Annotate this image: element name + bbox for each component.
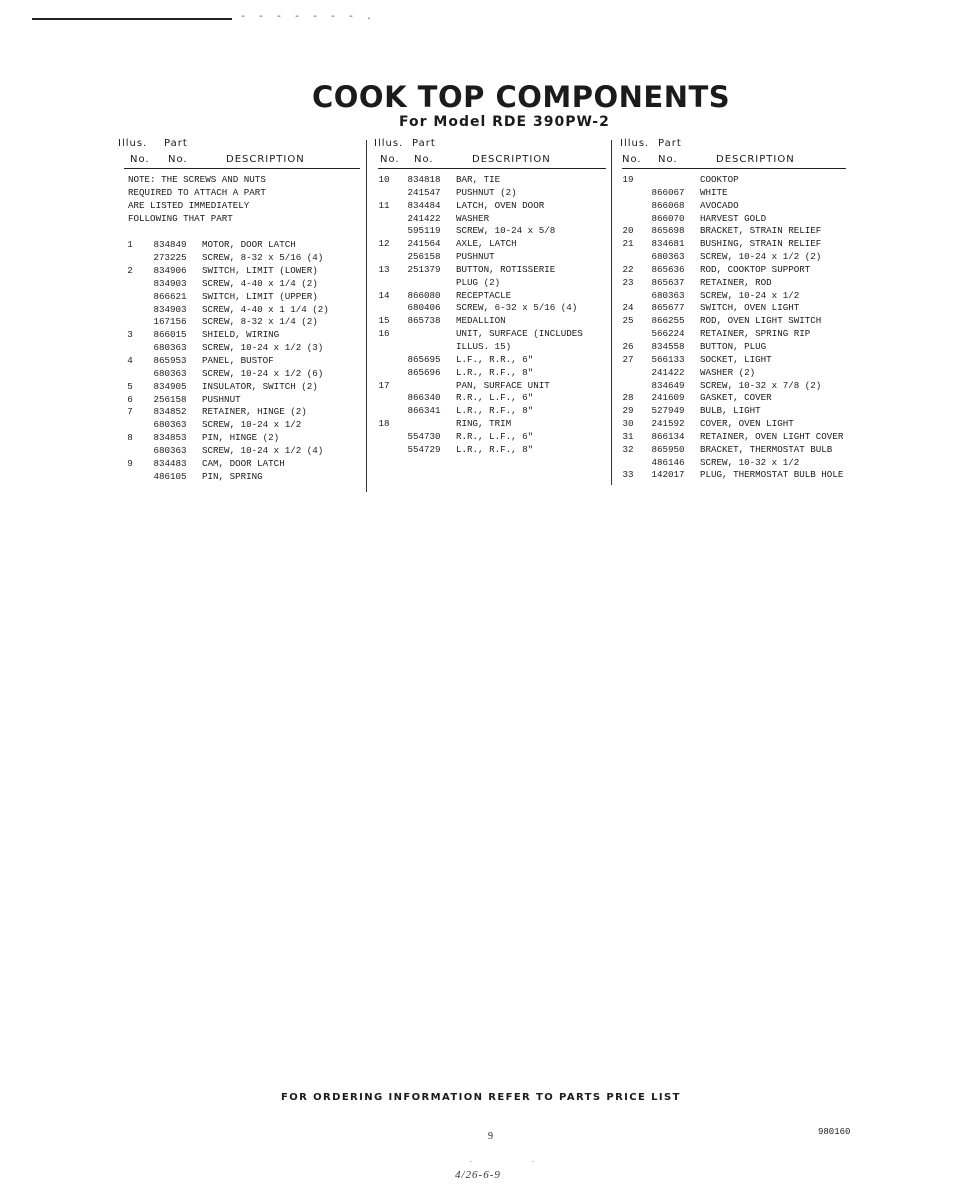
part-description: PANEL, BUSTOF [202,354,274,366]
part-number: 680363 [651,251,685,263]
part-number: 834905 [153,380,187,392]
part-description: SWITCH, OVEN LIGHT [700,302,800,314]
header-marks: - - - - - - - . [240,12,376,23]
illus-number: 5 [127,380,133,392]
part-no-header: No. [168,154,188,165]
part-row [372,302,612,315]
part-row [118,329,364,342]
part-row [616,392,886,405]
part-number: 866070 [651,212,685,224]
part-description: BULB, LIGHT [700,405,761,417]
part-row [372,341,612,354]
bottom-code: 4/26-6-9 [455,1169,501,1181]
part-description: WASHER (2) [700,366,756,378]
parts-column-1 [118,138,364,483]
part-number: 865637 [651,276,685,288]
part-row [616,341,886,354]
note-line: REQUIRED TO ATTACH A PART [128,186,266,198]
part-row [118,304,364,317]
part-description: RING, TRIM [456,418,512,430]
illus-number: 2 [127,265,133,277]
part-description: PUSHNUT [202,393,241,405]
part-number: 834558 [651,340,685,352]
part-description: SCREW, 10-24 x 5/8 [456,225,556,237]
part-description: GASKET, COVER [700,392,772,404]
part-description: ILLUS. 15) [456,340,512,352]
part-row [616,238,886,251]
illus-no-header: No. [380,154,400,165]
part-row [118,394,364,407]
top-rule [32,18,232,20]
parts-list [118,239,364,483]
illus-number: 18 [378,418,390,430]
part-description: SCREW, 10-24 x 1/2 (4) [202,444,324,456]
illus-number: 7 [127,406,133,418]
part-row [616,251,886,264]
part-row [118,291,364,304]
illus-no-header: No. [622,154,642,165]
part-row [372,354,612,367]
part-description: PUSHNUT [456,251,495,263]
part-row [372,418,612,431]
part-row [372,380,612,393]
part-description: SCREW, 10-24 x 1/2 [700,289,800,301]
part-description: AVOCADO [700,199,739,211]
part-number: 865698 [651,225,685,237]
part-row [118,342,364,355]
parts-list [616,174,886,482]
part-row [372,213,612,226]
illus-number: 6 [127,393,133,405]
part-number: 865953 [153,354,187,366]
part-number: 834818 [407,174,441,185]
illus-number: 24 [622,302,634,314]
part-description: L.R., R.F., 8" [456,405,534,417]
part-number: 834484 [407,199,441,211]
part-row [118,265,364,278]
part-number: 251379 [407,263,441,275]
part-number: 866255 [651,315,685,327]
illus-number: 13 [378,263,390,275]
illus-number: 21 [622,238,634,250]
part-row [616,405,886,418]
illus-number: 31 [622,430,634,442]
illus-header: Illus. [118,138,148,149]
part-row [372,444,612,457]
part-number: 256158 [153,393,187,405]
part-row [118,278,364,291]
part-number: 554730 [407,430,441,442]
part-row [372,238,612,251]
part-number: 834681 [651,238,685,250]
part-number: 680363 [153,419,187,431]
part-row [616,469,886,482]
part-row [118,458,364,471]
part-row [372,264,612,277]
note [118,174,364,225]
part-row [118,406,364,419]
part-no-header: No. [658,154,678,165]
part-row [616,354,886,367]
part-number: 241547 [407,186,441,198]
part-header: Part [164,138,188,149]
illus-number: 23 [622,276,634,288]
part-number: 142017 [651,469,685,481]
part-number: 866015 [153,329,187,341]
note-line: FOLLOWING THAT PART [128,212,233,224]
illus-number: 17 [378,379,390,391]
part-description: WASHER [456,212,490,224]
part-description: RETAINER, HINGE (2) [202,406,307,418]
part-description: RETAINER, ROD [700,276,772,288]
part-number: 866134 [651,430,685,442]
description-header: DESCRIPTION [716,154,795,165]
part-number: 865950 [651,443,685,455]
part-number: 241422 [651,366,685,378]
part-number: 680363 [153,444,187,456]
part-row [118,355,364,368]
description-header: DESCRIPTION [226,154,305,165]
part-row [372,290,612,303]
part-row [372,392,612,405]
part-description: CAM, DOOR LATCH [202,457,285,469]
part-number: 241564 [407,238,441,250]
part-row [372,431,612,444]
part-row [372,225,612,238]
part-row [118,239,364,252]
part-row [616,302,886,315]
part-row [118,419,364,432]
part-row [616,264,886,277]
part-number: 241422 [407,212,441,224]
part-no-header: No. [414,154,434,165]
part-description: SCREW, 10-24 x 1/2 (2) [700,251,822,263]
part-description: SCREW, 8-32 x 5/16 (4) [202,252,324,264]
part-number: 566133 [651,353,685,365]
part-row [118,381,364,394]
illus-number: 28 [622,392,634,404]
part-description: SCREW, 4-40 x 1/4 (2) [202,277,318,289]
part-row [616,457,886,470]
part-row [372,315,612,328]
part-description: SCREW, 10-24 x 1/2 (6) [202,367,324,379]
column-header [372,138,612,170]
illus-number: 8 [127,432,133,444]
part-description: R.R., L.F., 6" [456,430,534,442]
part-row [372,200,612,213]
part-number: 865695 [407,353,441,365]
part-description: RETAINER, SPRING RIP [700,328,811,340]
header-rule [622,168,846,169]
part-description: PIN, HINGE (2) [202,432,280,444]
part-number: 273225 [153,252,187,264]
parts-column-3 [616,138,886,482]
part-description: PLUG, THERMOSTAT BULB HOLE [700,469,844,481]
part-description: SCREW, 10-32 x 1/2 [700,456,800,468]
part-number: 866341 [407,405,441,417]
part-number: 486146 [651,456,685,468]
part-description: SOCKET, LIGHT [700,353,772,365]
part-number: 865738 [407,315,441,327]
part-row [616,225,886,238]
header-rule [378,168,606,169]
part-number: 566224 [651,328,685,340]
illus-number: 26 [622,340,634,352]
part-number: 834903 [153,277,187,289]
page-subtitle: For Model RDE 390PW-2 [399,114,610,130]
part-row [616,315,886,328]
part-description: SCREW, 10-24 x 1/2 (3) [202,342,324,354]
part-number: 834649 [651,379,685,391]
part-number: 866067 [651,186,685,198]
part-number: 554729 [407,443,441,455]
illus-number: 11 [378,199,390,211]
part-number: 486105 [153,470,187,482]
illus-number: 3 [127,329,133,341]
part-number: 595119 [407,225,441,237]
part-row [616,418,886,431]
part-description: ROD, COOKTOP SUPPORT [700,263,811,275]
part-description: SCREW, 4-40 x 1 1/4 (2) [202,303,329,315]
part-description: SCREW, 10-32 x 7/8 (2) [700,379,822,391]
illus-number: 19 [622,174,634,185]
part-row [372,367,612,380]
part-number: 866621 [153,290,187,302]
part-row [616,380,886,393]
illus-number: 9 [127,457,133,469]
part-description: HARVEST GOLD [700,212,767,224]
illus-number: 33 [622,469,634,481]
part-number: 241609 [651,392,685,404]
illus-number: 30 [622,418,634,430]
part-description: COVER, OVEN LIGHT [700,418,794,430]
part-description: PAN, SURFACE UNIT [456,379,550,391]
column-divider [366,140,367,492]
part-number: 866080 [407,289,441,301]
parts-column-2 [372,138,612,457]
part-row [118,471,364,484]
part-description: BUTTON, ROTISSERIE [456,263,556,275]
part-description: L.R., R.F., 8" [456,443,534,455]
page-title: COOK TOP COMPONENTS [312,80,731,114]
part-description: L.R., R.F., 8" [456,366,534,378]
part-description: COOKTOP [700,174,739,185]
part-row [372,187,612,200]
part-description: BRACKET, THERMOSTAT BULB [700,443,833,455]
part-description: ROD, OVEN LIGHT SWITCH [700,315,822,327]
part-number: 680406 [407,302,441,314]
part-number: 680363 [153,342,187,354]
part-number: 834906 [153,265,187,277]
part-row [616,277,886,290]
part-number: 680363 [153,367,187,379]
part-row [616,187,886,200]
part-number: 527949 [651,405,685,417]
part-description: SWITCH, LIMIT (LOWER) [202,265,318,277]
part-row [372,174,612,187]
part-description: MOTOR, DOOR LATCH [202,239,296,251]
part-number: 680363 [651,289,685,301]
part-row [616,200,886,213]
part-description: INSULATOR, SWITCH (2) [202,380,318,392]
note-line: ARE LISTED IMMEDIATELY [128,199,250,211]
bottom-marks: .. [470,1155,594,1164]
part-description: R.R., L.F., 6" [456,392,534,404]
illus-number: 22 [622,263,634,275]
part-row [372,251,612,264]
part-number: 866340 [407,392,441,404]
part-row [118,368,364,381]
part-description: L.F., R.R., 6" [456,353,534,365]
part-number: 834849 [153,239,187,251]
part-number: 834903 [153,303,187,315]
illus-no-header: No. [130,154,150,165]
part-description: PIN, SPRING [202,470,263,482]
part-number: 167156 [153,316,187,328]
part-description: BUSHING, STRAIN RELIEF [700,238,822,250]
part-row [118,432,364,445]
illus-number: 4 [127,354,133,366]
part-row [616,213,886,226]
part-row [616,444,886,457]
document-code: 980160 [818,1127,851,1137]
illus-header: Illus. [374,138,404,149]
illus-number: 29 [622,405,634,417]
part-description: MEDALLION [456,315,506,327]
illus-number: 10 [378,174,390,185]
illus-number: 14 [378,289,390,301]
description-header: DESCRIPTION [472,154,551,165]
illus-number: 27 [622,353,634,365]
part-description: PUSHNUT (2) [456,186,517,198]
illus-number: 32 [622,443,634,455]
illus-number: 15 [378,315,390,327]
part-description: RECEPTACLE [456,289,512,301]
part-number: 834852 [153,406,187,418]
part-description: PLUG (2) [456,276,501,288]
part-row [372,405,612,418]
header-rule [124,168,360,169]
part-description: LATCH, OVEN DOOR [456,199,545,211]
part-number: 241592 [651,418,685,430]
part-description: UNIT, SURFACE (INCLUDES [456,328,583,340]
part-description: SWITCH, LIMIT (UPPER) [202,290,318,302]
part-description: SCREW, 10-24 x 1/2 [202,419,302,431]
column-header [118,138,364,170]
part-number: 834853 [153,432,187,444]
note-line: NOTE: THE SCREWS AND NUTS [128,174,266,185]
illus-number: 1 [127,239,133,251]
part-description: BUTTON, PLUG [700,340,767,352]
part-description: WHITE [700,186,728,198]
part-row [616,174,886,187]
part-description: BAR, TIE [456,174,501,185]
part-row [372,328,612,341]
part-description: AXLE, LATCH [456,238,517,250]
part-row [616,290,886,303]
illus-number: 20 [622,225,634,237]
column-header [616,138,886,170]
illus-number: 16 [378,328,390,340]
part-row [118,252,364,265]
ordering-info: FOR ORDERING INFORMATION REFER TO PARTS PRICE LIST [281,1092,681,1103]
part-number: 865696 [407,366,441,378]
illus-header: Illus. [620,138,650,149]
part-number: 834483 [153,457,187,469]
part-row [118,316,364,329]
parts-list [372,174,612,457]
illus-number: 25 [622,315,634,327]
part-row [118,445,364,458]
part-number: 865636 [651,263,685,275]
part-row [372,277,612,290]
part-number: 865677 [651,302,685,314]
part-row [616,328,886,341]
part-description: SCREW, 8-32 x 1/4 (2) [202,316,318,328]
page-number: 9 [488,1131,493,1142]
part-description: RETAINER, OVEN LIGHT COVER [700,430,844,442]
part-number: 866068 [651,199,685,211]
illus-number: 12 [378,238,390,250]
part-row [616,367,886,380]
part-row [616,431,886,444]
part-number: 256158 [407,251,441,263]
part-header: Part [412,138,436,149]
part-description: BRACKET, STRAIN RELIEF [700,225,822,237]
part-header: Part [658,138,682,149]
part-description: SCREW, 6-32 x 5/16 (4) [456,302,578,314]
part-description: SHIELD, WIRING [202,329,280,341]
